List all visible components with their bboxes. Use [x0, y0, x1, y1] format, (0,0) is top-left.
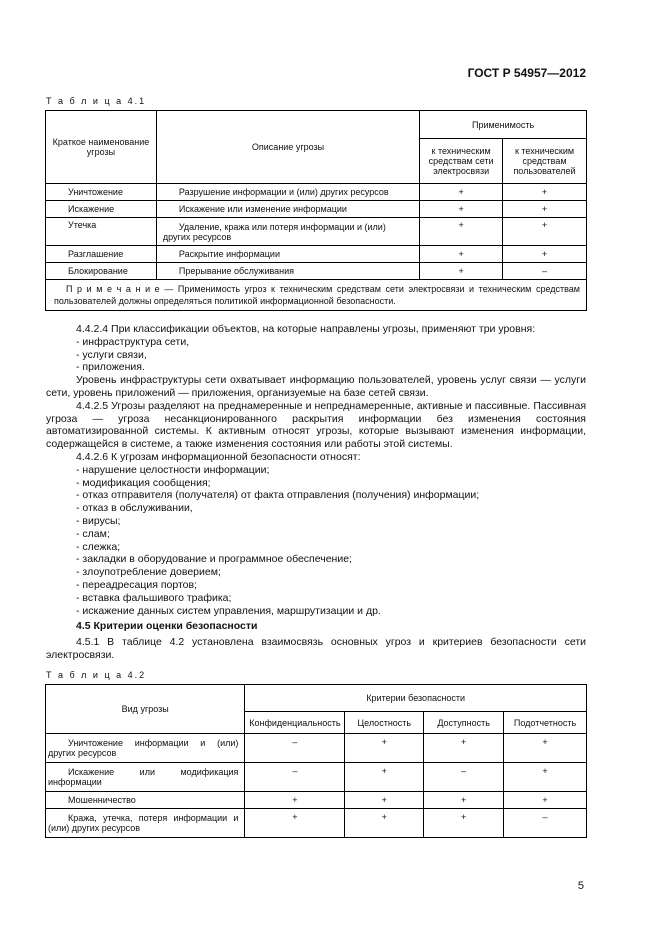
table-row [46, 201, 587, 218]
list-item: - модификация сообщения; [76, 476, 211, 489]
paragraph: Уровень инфраструктуры сети охватывает информацию пользователей, уровень услуг связи — услуги сети, уровень приложений — приложения, организуемые на базе сетей связи. [46, 374, 586, 399]
list-item: - слежка; [76, 540, 121, 553]
page-number: 5 [577, 880, 584, 892]
column-header: Доступность [424, 712, 504, 734]
table-cell: + [424, 734, 504, 763]
paragraph: 4.4.2.4 При классификации объектов, на которые направлены угрозы, применяют три уровня: [76, 323, 536, 335]
list-item: - искажение данных систем управления, маршрутизации и др. [76, 604, 381, 617]
list-item: - вставка фальшивого трафика; [76, 591, 232, 604]
table-cell: – [245, 763, 345, 792]
table-cell: Раскрытие информации [156, 246, 419, 263]
table-row [46, 792, 587, 809]
table-cell: + [503, 218, 587, 246]
table-cell: + [345, 809, 424, 838]
paragraph: 4.4.2.6 К угрозам информационной безопасности относят: [76, 450, 361, 463]
list-item: - приложения. [76, 361, 145, 374]
table-cell: + [424, 809, 504, 838]
column-header: Конфиденциальность [245, 712, 345, 734]
list-item: - нарушение целостности информации; [76, 463, 270, 476]
list-item: - инфраструктура сети, [76, 335, 190, 348]
table-cell: + [504, 763, 587, 792]
table-cell: Кража, утечка, потеря информации и (или) других ресурсов [46, 809, 245, 838]
table-caption: Т а б л и ц а 4.2 [46, 670, 147, 680]
column-header: к техническим средствам сети электросвязи [420, 139, 503, 184]
body-text [46, 323, 586, 662]
table-row [46, 809, 587, 838]
table-cell: + [504, 734, 587, 763]
table-cell: + [420, 263, 503, 280]
column-header: Критерии безопасности [245, 685, 587, 712]
table-cell: + [504, 792, 587, 809]
table-cell: + [345, 763, 424, 792]
table-row [46, 184, 587, 201]
table-cell: + [420, 218, 503, 246]
table-cell: + [420, 184, 503, 201]
column-header: Применимость [420, 111, 587, 139]
column-header: Описание угрозы [156, 111, 419, 184]
table-cell: + [245, 792, 345, 809]
table-row [46, 734, 587, 763]
table-cell: Удаление, кража или потеря информации и (или) других ресурсов [156, 218, 419, 246]
table-cell: Искажение или модификация информации [46, 763, 245, 792]
table-caption: Т а б л и ц а 4.1 [46, 96, 147, 106]
table-cell: Уничтожение [46, 184, 157, 201]
paragraph: 4.5.1 В таблице 4.2 установлена взаимосвязь основных угроз и критериев безопасности сети электросвязи. [46, 636, 586, 661]
table-row [46, 263, 587, 280]
table-cell: Уничтожение информации и (или) других ресурсов [46, 734, 245, 763]
section-heading: 4.5 Критерии оценки безопасности [76, 620, 258, 633]
threats-table [45, 110, 587, 311]
table-cell: – [424, 763, 504, 792]
table-cell: + [245, 809, 345, 838]
table-row [46, 246, 587, 263]
table-cell: + [420, 201, 503, 218]
paragraph: 4.4.2.5 Угрозы разделяют на преднамеренные и непреднамеренные, активные и пассивные. Пассивная угроза — угроза несанкционированного раскрытия информации без изменения состояния автоматизированной системы. К активным относят угрозы, которые вызывают изменения информации, содержащейся в системе, а также изменения состояния или работы этой системы. [46, 399, 586, 451]
table-cell: Искажение [46, 201, 157, 218]
table-cell: Блокирование [46, 263, 157, 280]
list-item: - отказ в обслуживании, [76, 502, 193, 515]
table-cell: + [345, 734, 424, 763]
column-header: Вид угрозы [46, 685, 245, 734]
list-item: - вирусы; [76, 514, 121, 527]
document-header: ГОСТ Р 54957—2012 [467, 66, 586, 80]
list-item: - отказ отправителя (получателя) от факта отправления (получения) информации; [76, 489, 480, 502]
table-cell: + [503, 184, 587, 201]
list-item: - переадресация портов; [76, 578, 197, 591]
table-cell: – [245, 734, 345, 763]
table-row [46, 763, 587, 792]
table-cell: Прерывание обслуживания [156, 263, 419, 280]
table-cell: Мошенничество [46, 792, 245, 809]
table-cell: Утечка [46, 218, 157, 246]
table-cell: Разрушение информации и (или) других ресурсов [156, 184, 419, 201]
table-cell: + [424, 792, 504, 809]
table-row [46, 218, 587, 246]
list-item: - слам; [76, 527, 110, 540]
column-header: Подотчетность [504, 712, 587, 734]
table-cell: – [504, 809, 587, 838]
column-header: Целостность [345, 712, 424, 734]
table-cell: + [420, 246, 503, 263]
list-item: - услуги связи, [76, 348, 147, 361]
criteria-table [45, 684, 587, 838]
list-item: - закладки в оборудование и программное обеспечение; [76, 553, 352, 566]
table-cell: Искажение или изменение информации [156, 201, 419, 218]
list-item: - злоупотребление доверием; [76, 566, 221, 579]
table-cell: Разглашение [46, 246, 157, 263]
table-cell: + [503, 201, 587, 218]
column-header: Краткое наименование угрозы [46, 111, 157, 184]
table-cell: – [503, 263, 587, 280]
table-cell: + [345, 792, 424, 809]
column-header: к техническим средствам пользователей [503, 139, 587, 184]
table-note: П р и м е ч а н и е — Применимость угроз к техническим средствам сети электросвязи и техническим средствам пользователей должны определяться политикой информационной безопасности. [46, 280, 587, 311]
table-cell: + [503, 246, 587, 263]
